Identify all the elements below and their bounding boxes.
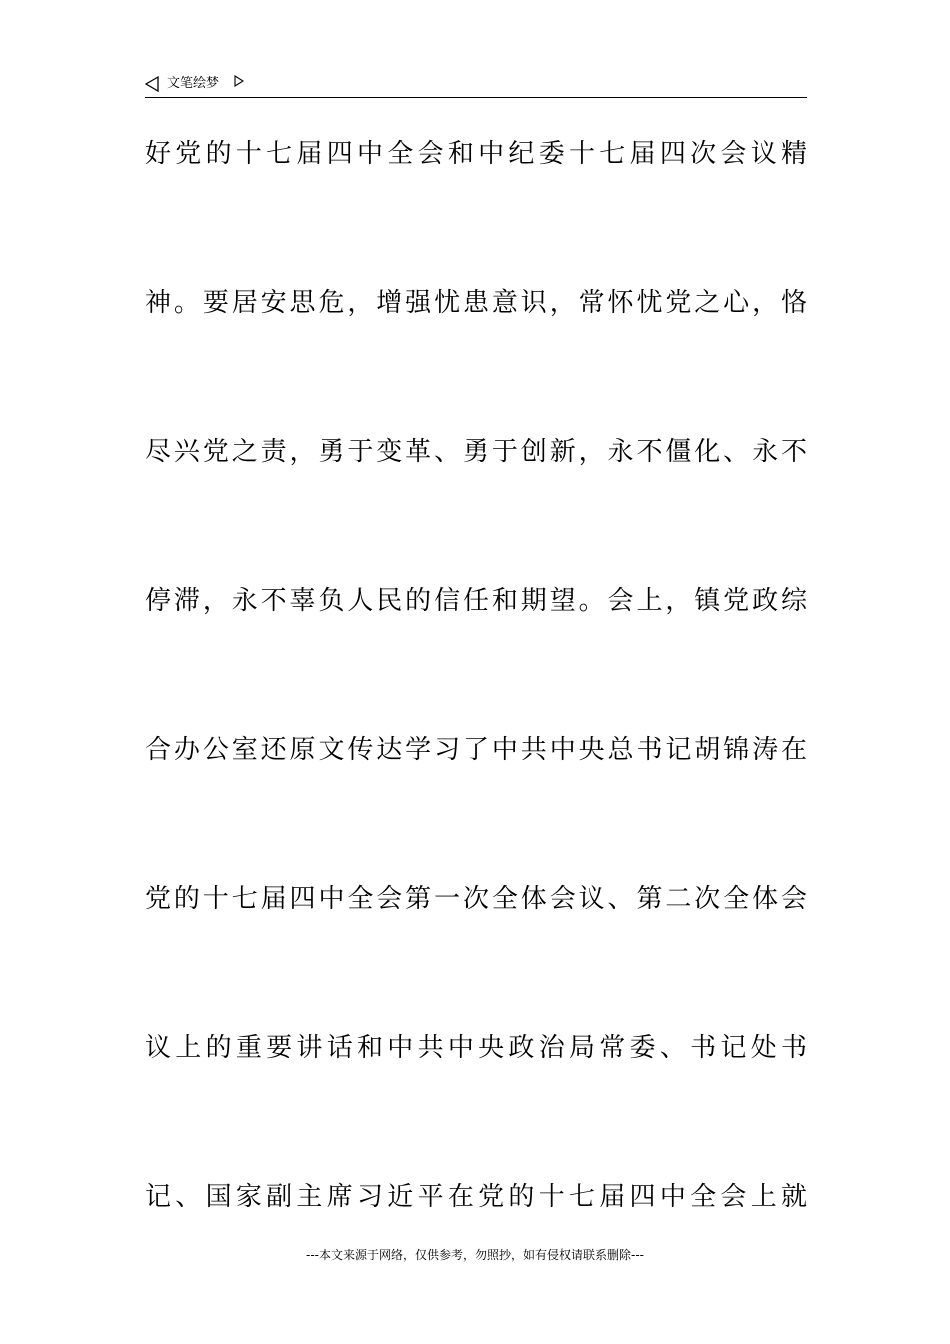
body-line: 党的十七届四中全会第一次全体会议、第二次全体会 xyxy=(145,884,807,914)
body-line: 停滞，永不辜负人民的信任和期望。会上，镇党政综 xyxy=(145,586,807,616)
body-line: 记、国家副主席习近平在党的十七届四中全会上就 xyxy=(145,1182,807,1212)
body-line: 神。要居安思危，增强忧患意识，常怀忧党之心，恪 xyxy=(145,288,807,318)
header-title: 文笔绘梦 xyxy=(167,76,220,91)
body-line: 合办公室还原文传达学习了中共中央总书记胡锦涛在 xyxy=(145,735,807,765)
page-footer: ---本文来源于网络，仅供参考，勿照抄，如有侵权请联系删除--- xyxy=(306,1248,644,1262)
document-body xyxy=(145,132,807,1324)
body-line: 尽兴党之责，勇于变革、勇于创新，永不僵化、永不 xyxy=(145,437,807,467)
page-header xyxy=(145,72,807,98)
body-line: 好党的十七届四中全会和中纪委十七届四次会议精 xyxy=(145,139,807,169)
body-line: 议上的重要讲话和中共中央政治局常委、书记处书 xyxy=(145,1033,807,1063)
header-divider xyxy=(145,97,807,98)
triangle-right-outline-icon xyxy=(234,75,244,87)
triangle-left-outline-icon xyxy=(145,76,159,92)
